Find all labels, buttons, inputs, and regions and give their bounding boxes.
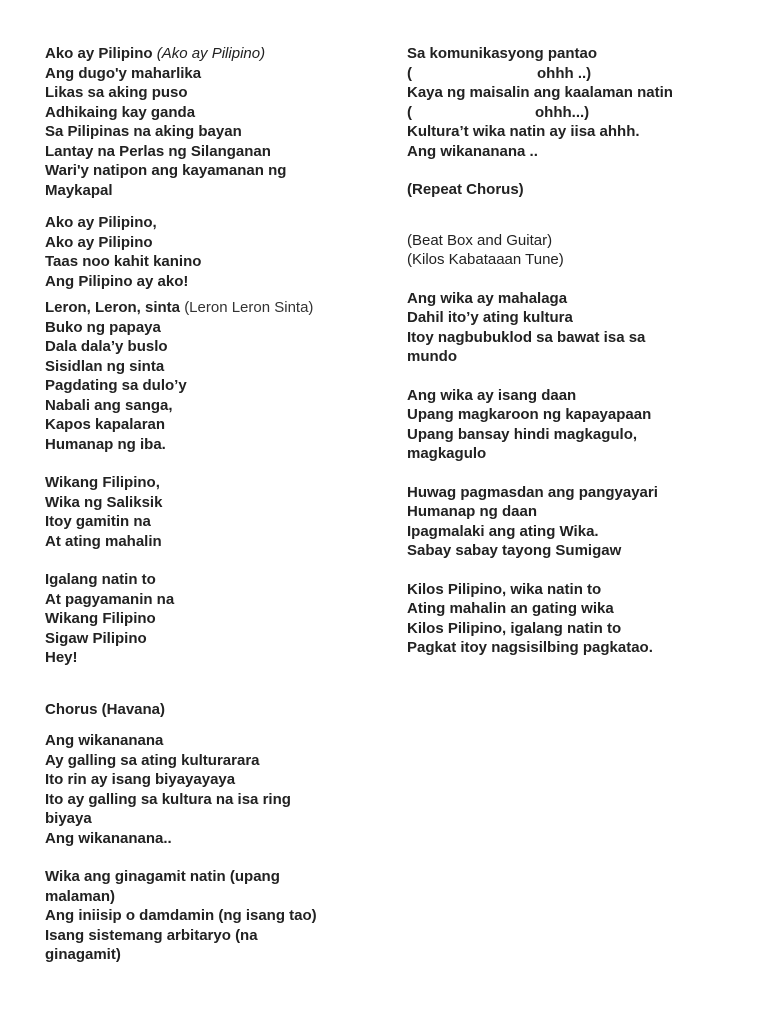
lyric-line: Ito rin ay isang biyayayaya xyxy=(45,771,236,788)
lyric-line: Wari'y natipon ang kayamanan ng xyxy=(45,162,287,179)
lyric-line xyxy=(45,44,375,64)
lyric-line: Wikang Filipino, xyxy=(45,474,160,491)
lyric-line: Ako ay Pilipino, xyxy=(45,214,157,231)
lyric-line: Kilos Pilipino, wika natin to xyxy=(407,580,602,598)
verse-r1 xyxy=(407,44,737,161)
lyric-line: Igalang natin to xyxy=(45,571,156,588)
lyric-line: Dala dala’y buslo xyxy=(45,338,168,355)
lyric-line: Sigaw Pilipino xyxy=(45,629,147,647)
lyric-line: biyaya xyxy=(45,810,92,827)
lyric-line: Ito ay galling sa kultura na isa ring xyxy=(45,790,291,808)
verse-r4 xyxy=(407,483,737,561)
lyric-line: mundo xyxy=(407,348,457,365)
lyric-line: Ang wika ay isang daan xyxy=(407,386,577,404)
lyric-line: Isang sistemang arbitaryo (na xyxy=(45,926,258,944)
open-paren: ( xyxy=(407,64,412,82)
lyric-line: Pagkat itoy nagsisilbing pagkatao. xyxy=(407,639,653,656)
left-column xyxy=(45,44,375,965)
lyric-line: Sa komunikasyong pantao xyxy=(407,45,598,62)
lyric-text: Ako ay Pilipino xyxy=(45,45,153,62)
chorus-title xyxy=(45,700,375,720)
lyric-line: Humanap ng daan xyxy=(407,503,538,520)
lyric-line: Ang iniisip o damdamin (ng isang tao) xyxy=(45,907,317,924)
lyric-line: Wika ng Saliksik xyxy=(45,493,163,511)
lyric-line-parenthetical xyxy=(407,103,737,123)
lyric-line: Humanap ng iba. xyxy=(45,435,166,453)
verse-1 xyxy=(45,44,375,200)
lyric-line: Maykapal xyxy=(45,181,113,199)
open-paren: ( xyxy=(407,103,412,121)
lyric-line xyxy=(45,298,375,318)
lyric-line: Ako ay Pilipino xyxy=(45,233,153,251)
lyric-line: malaman) xyxy=(45,887,116,905)
lyric-line: Sa Pilipinas na aking bayan xyxy=(45,123,242,140)
section-note: (Repeat Chorus) xyxy=(407,181,524,198)
lyric-line: Ang dugo'y maharlika xyxy=(45,64,202,82)
lyric-line: At ating mahalin xyxy=(45,532,162,550)
section-heading: Chorus (Havana) xyxy=(45,700,166,718)
lyric-echo: ohhh ..) xyxy=(537,64,592,82)
lyric-line: Upang bansay hindi magkagulo, xyxy=(407,425,638,443)
lyric-line: Taas noo kahit kanino xyxy=(45,253,202,270)
lyric-line: Kilos Pilipino, igalang natin to xyxy=(407,619,622,637)
lyric-line: Kapos kapalaran xyxy=(45,416,166,433)
lyric-line: Huwag pagmasdan ang pangyayari xyxy=(407,483,658,501)
lyric-line: Ay galling sa ating kulturarara xyxy=(45,751,260,769)
lyric-line: Kultura’t wika natin ay iisa ahhh. xyxy=(407,123,640,140)
verse-r2 xyxy=(407,289,737,367)
lyric-line: Adhikaing kay ganda xyxy=(45,103,196,121)
lyric-line: Buko ng papaya xyxy=(45,318,161,336)
lyric-echo: (Leron Leron Sinta) xyxy=(184,299,314,316)
verse-2 xyxy=(45,213,375,291)
lyric-line: magkagulo xyxy=(407,445,487,462)
verse-r5 xyxy=(407,580,737,658)
lyric-line: Ating mahalin an gating wika xyxy=(407,600,614,617)
verse-6 xyxy=(45,867,375,965)
lyric-line: Hey! xyxy=(45,649,78,666)
lyric-echo: (Ako ay Pilipino) xyxy=(156,45,266,62)
repeat-chorus xyxy=(407,180,737,200)
section-note: (Kilos Kabataaan Tune) xyxy=(407,251,564,268)
verse-3 xyxy=(45,298,375,454)
lyric-echo: ohhh...) xyxy=(535,103,590,121)
lyric-line: Ang wika ay mahalaga xyxy=(407,289,568,307)
lyric-line: Itoy nagbubuklod sa bawat isa sa xyxy=(407,328,646,346)
lyric-line: Ang wikananana .. xyxy=(407,142,538,160)
lyric-line-parenthetical xyxy=(407,64,737,84)
lyric-line: Ang wikananana xyxy=(45,732,164,749)
lyric-line: Wika ang ginagamit natin (upang xyxy=(45,868,280,885)
section-note: (Beat Box and Guitar) xyxy=(407,231,553,249)
lyric-line: Ang Pilipino ay ako! xyxy=(45,272,189,290)
lyric-line: Likas sa aking puso xyxy=(45,84,188,101)
lyric-line: Ang wikananana.. xyxy=(45,829,172,847)
verse-r3 xyxy=(407,386,737,464)
lyric-line: Upang magkaroon ng kapayapaan xyxy=(407,406,652,423)
right-column xyxy=(407,44,737,658)
lyric-line: Ipagmalaki ang ating Wika. xyxy=(407,522,599,540)
lyric-line: Dahil ito’y ating kultura xyxy=(407,309,573,326)
lyric-line: Wikang Filipino xyxy=(45,610,156,627)
lyric-line: Sabay sabay tayong Sumigaw xyxy=(407,542,622,559)
chorus xyxy=(45,731,375,848)
verse-4 xyxy=(45,473,375,551)
lyric-line: Pagdating sa dulo’y xyxy=(45,377,187,394)
lyric-text: Leron, Leron, sinta xyxy=(45,299,181,316)
lyric-line: ginagamit) xyxy=(45,946,121,963)
lyric-line: Kaya ng maisalin ang kaalaman natin xyxy=(407,84,673,101)
verse-5 xyxy=(45,570,375,668)
lyric-line: Sisidlan ng sinta xyxy=(45,357,165,375)
lyric-line: Lantay na Perlas ng Silanganan xyxy=(45,142,271,160)
lyric-line: At pagyamanin na xyxy=(45,590,175,608)
tune-note xyxy=(407,231,737,270)
lyric-line: Itoy gamitin na xyxy=(45,513,151,530)
lyric-line: Nabali ang sanga, xyxy=(45,396,173,414)
